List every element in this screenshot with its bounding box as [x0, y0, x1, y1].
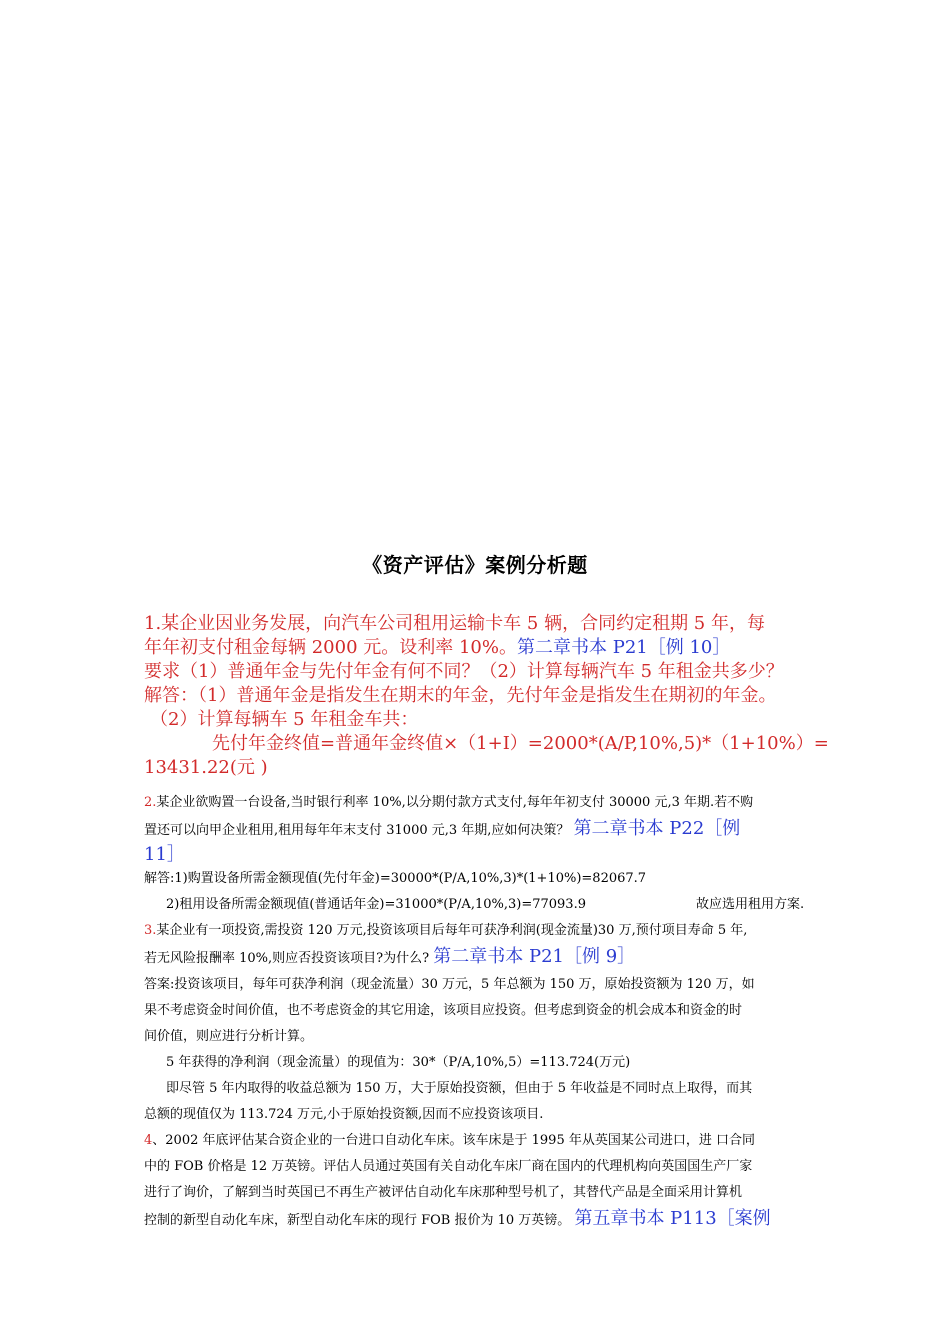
q2-answer-2: [144, 892, 812, 918]
q1-line-2-text: 年年初支付租金每辆 2000 元。设利率 10%。: [144, 637, 517, 658]
q3-answer-1: 答案:投资该项目，每年可获净利润（现金流量）30 万元，5 年总额为 150 万，原始投资额为 120 万，如: [144, 977, 755, 992]
questions-body: [144, 790, 812, 1234]
q1-line-2: [144, 636, 814, 660]
q2-conclusion: 故应选用租用方案.: [695, 897, 805, 912]
q2-reference: 第二章书本 P22［例: [573, 818, 741, 839]
q4-text-4: 控制的新型自动化车床，新型自动化车床的现行 FOB 报价为 10 万英镑。: [144, 1213, 571, 1228]
q2-answer-1: 解答:1)购置设备所需金额现值(先付年金)=30000*(P/A,10%,3)*(1+10%)=82067.7: [144, 871, 647, 886]
q4-line-3: 进行了询价，了解到当时英国已不再生产被评估自动化车床那种型号机了，其替代产品是全面采用计算机: [144, 1185, 743, 1200]
q4-number: 4: [144, 1133, 153, 1148]
q3-answer-5: 即尽管 5 年内取得的收益总额为 150 万，大于原始投资额，但由于 5 年收益是不同时点上取得，而其: [166, 1081, 753, 1096]
q3-answer-2: 果不考虑资金时间价值，也不考虑资金的其它用途，该项目应投资。但考虑到资金的机会成本和资金的时: [144, 1003, 743, 1018]
q2-answer-2-text: 2)租用设备所需金额现值(普通话年金)=31000*(P/A,10%,3)=77093.9: [166, 897, 586, 912]
q1-result: 13431.22(元 ): [144, 757, 268, 778]
q3-text-1: 某企业有一项投资,需投资 120 万元,投资该项目后每年可获净利润(现金流量)30 万,预付项目寿命 5 年,: [156, 923, 748, 938]
q2-number: 2.: [144, 795, 157, 810]
q3-number: 3.: [144, 923, 157, 938]
q2-line-1: [144, 790, 812, 816]
document-title: 《资产评估》案例分析题: [362, 553, 588, 577]
q1-line-3: 要求（1）普通年金与先付年金有何不同？（2）计算每辆汽车 5 年租金共多少？: [144, 661, 784, 682]
q4-line-2: 中的 FOB 价格是 12 万英镑。评估人员通过英国有关自动化车床厂商在国内的代理机构向英国国生产厂家: [144, 1159, 753, 1174]
q3-line-2: [144, 944, 812, 972]
q1-reference: 第二章书本 P21［例 10］: [516, 637, 731, 658]
q2-text-1: 某企业欲购置一台设备,当时银行利率 10%,以分期付款方式支付,每年年初支付 30000 元,3 年期.若不购: [156, 795, 754, 810]
q1-answer-2: （2）计算每辆车 5 年租金车共：: [150, 709, 419, 730]
q3-answer-3: 间价值，则应进行分析计算。: [144, 1029, 314, 1044]
q2-reference-cont: 11］: [144, 844, 185, 865]
q3-reference: 第二章书本 P21［例 9］: [433, 946, 636, 967]
q3-line-1: [144, 918, 812, 944]
q3-answer-6: 总额的现值仅为 113.724 万元,小于原始投资额,因而不应投资该项目.: [144, 1107, 544, 1122]
q1-line-1: 1.某企业因业务发展，向汽车公司租用运输卡车 5 辆，合同约定租期 5 年，每: [144, 613, 765, 634]
q4-line-1: [144, 1128, 812, 1154]
question-1: [144, 612, 829, 780]
q3-answer-4: 5 年获得的净利润（现金流量）的现值为：30*（P/A,10%,5）=113.724(万元): [166, 1055, 631, 1070]
q1-formula: 先付年金终值=普通年金终值×（1+I）=2000*(A/P,10%,5)*（1+10%）=: [212, 733, 829, 754]
q4-line-4: [144, 1206, 812, 1234]
q4-text-1: 、2002 年底评估某合资企业的一台进口自动化车床。该车床是于 1995 年从英国某公司进口，进 口合同: [152, 1133, 755, 1148]
q4-reference: 第五章书本 P113［案例: [574, 1208, 771, 1229]
q2-line-2: [144, 816, 812, 844]
q1-answer-1: 解答：（1）普通年金是指发生在期末的年金，先付年金是指发生在期初的年金。: [144, 685, 777, 706]
q3-text-2: 若无风险报酬率 10%,则应否投资该项目?为什么?: [144, 951, 430, 966]
q2-text-2: 置还可以向甲企业租用,租用每年年末支付 31000 元,3 年期,应如何决策？: [144, 823, 570, 838]
